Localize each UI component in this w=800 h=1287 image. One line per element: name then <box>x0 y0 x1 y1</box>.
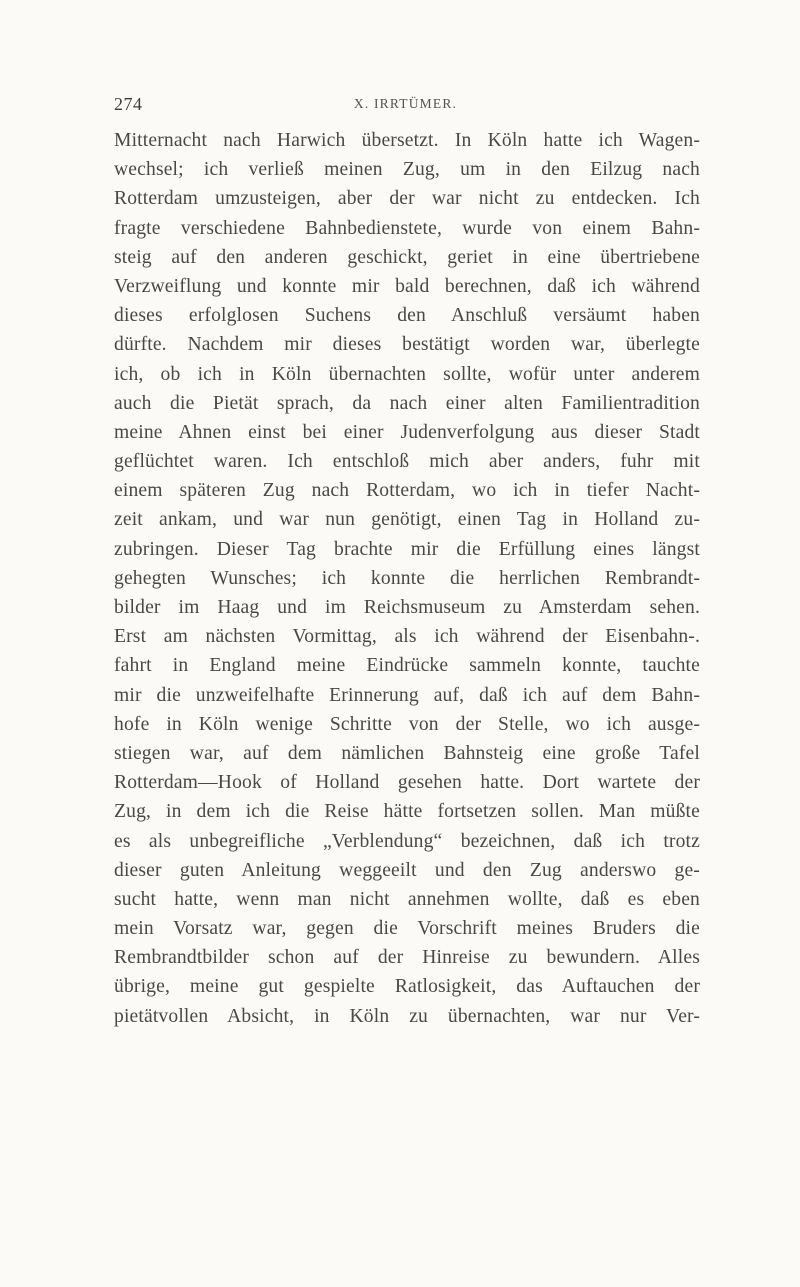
text-line: Mitternacht nach Harwich übersetzt. In Köln hatte ich Wagen- <box>114 130 700 151</box>
text-line: fragte verschiedene Bahnbedienstete, wurde von einem Bahn- <box>114 217 700 239</box>
page-header <box>114 94 697 118</box>
text-line: Verzweiflung und konnte mir bald berechnen, daß ich während <box>114 275 700 297</box>
text-line: geflüchtet waren. Ich entschloß mich aber anders, fuhr mit <box>114 451 700 473</box>
text-line: Rotterdam—Hook of Holland gesehen hatte. Dort wartete der <box>114 772 700 794</box>
text-line: mir die unzweifelhafte Erinnerung auf, daß ich auf dem Bahn- <box>114 684 700 706</box>
text-line: ich, ob ich in Köln übernachten sollte, wofür unter anderem <box>114 363 700 385</box>
text-line: fahrt in England meine Eindrücke sammeln konnte, tauchte <box>114 655 700 677</box>
body-text <box>114 126 700 1031</box>
text-line: mein Vorsatz war, gegen die Vorschrift meines Bruders die <box>114 918 700 940</box>
text-line: hofe in Köln wenige Schritte von der Stelle, wo ich ausge- <box>114 713 700 735</box>
text-line: dieser guten Anleitung weggeeilt und den Zug anderswo ge- <box>114 859 700 881</box>
text-line: Rembrandtbilder schon auf der Hinreise zu bewundern. Alles <box>114 947 700 969</box>
text-line: pietätvollen Absicht, in Köln zu übernachten, war nur Ver- <box>114 1005 700 1027</box>
text-line: stiegen war, auf dem nämlichen Bahnsteig eine große Tafel <box>114 742 700 764</box>
text-line: Zug, in dem ich die Reise hätte fortsetzen sollen. Man müßte <box>114 801 700 823</box>
text-line: gehegten Wunsches; ich konnte die herrlichen Rembrandt- <box>114 567 700 589</box>
text-line: es als unbegreifliche „Verblendung“ bezeichnen, daß ich trotz <box>114 830 700 852</box>
text-line: dieses erfolglosen Suchens den Anschluß versäumt haben <box>114 305 700 327</box>
text-line: auch die Pietät sprach, da nach einer alten Familientradition <box>114 392 700 414</box>
text-line: einem späteren Zug nach Rotterdam, wo ich in tiefer Nacht- <box>114 480 700 502</box>
text-line: meine Ahnen einst bei einer Judenverfolgung aus dieser Stadt <box>114 421 700 443</box>
text-line: bilder im Haag und im Reichsmuseum zu Amsterdam sehen. <box>114 597 700 618</box>
text-line: sucht hatte, wenn man nicht annehmen wollte, daß es eben <box>114 888 700 910</box>
text-line: zeit ankam, und war nun genötigt, einen Tag in Holland zu- <box>114 509 700 531</box>
text-line: Erst am nächsten Vormittag, als ich während der Eisenbahn-. <box>114 626 700 648</box>
text-line: übrige, meine gut gespielte Ratlosigkeit, das Auftauchen der <box>114 976 700 998</box>
text-line: wechsel; ich verließ meinen Zug, um in den Eilzug nach <box>114 159 700 181</box>
text-line: steig auf den anderen geschickt, geriet in eine übertriebene <box>114 246 700 268</box>
running-head: X. IRRTÜMER. <box>353 96 458 111</box>
text-line: Rotterdam umzusteigen, aber der war nicht zu entdecken. Ich <box>114 188 700 210</box>
page-number: 274 <box>114 94 143 114</box>
text-line: dürfte. Nachdem mir dieses bestätigt worden war, überlegte <box>114 334 700 356</box>
text-line: zubringen. Dieser Tag brachte mir die Erfüllung eines längst <box>114 538 700 560</box>
